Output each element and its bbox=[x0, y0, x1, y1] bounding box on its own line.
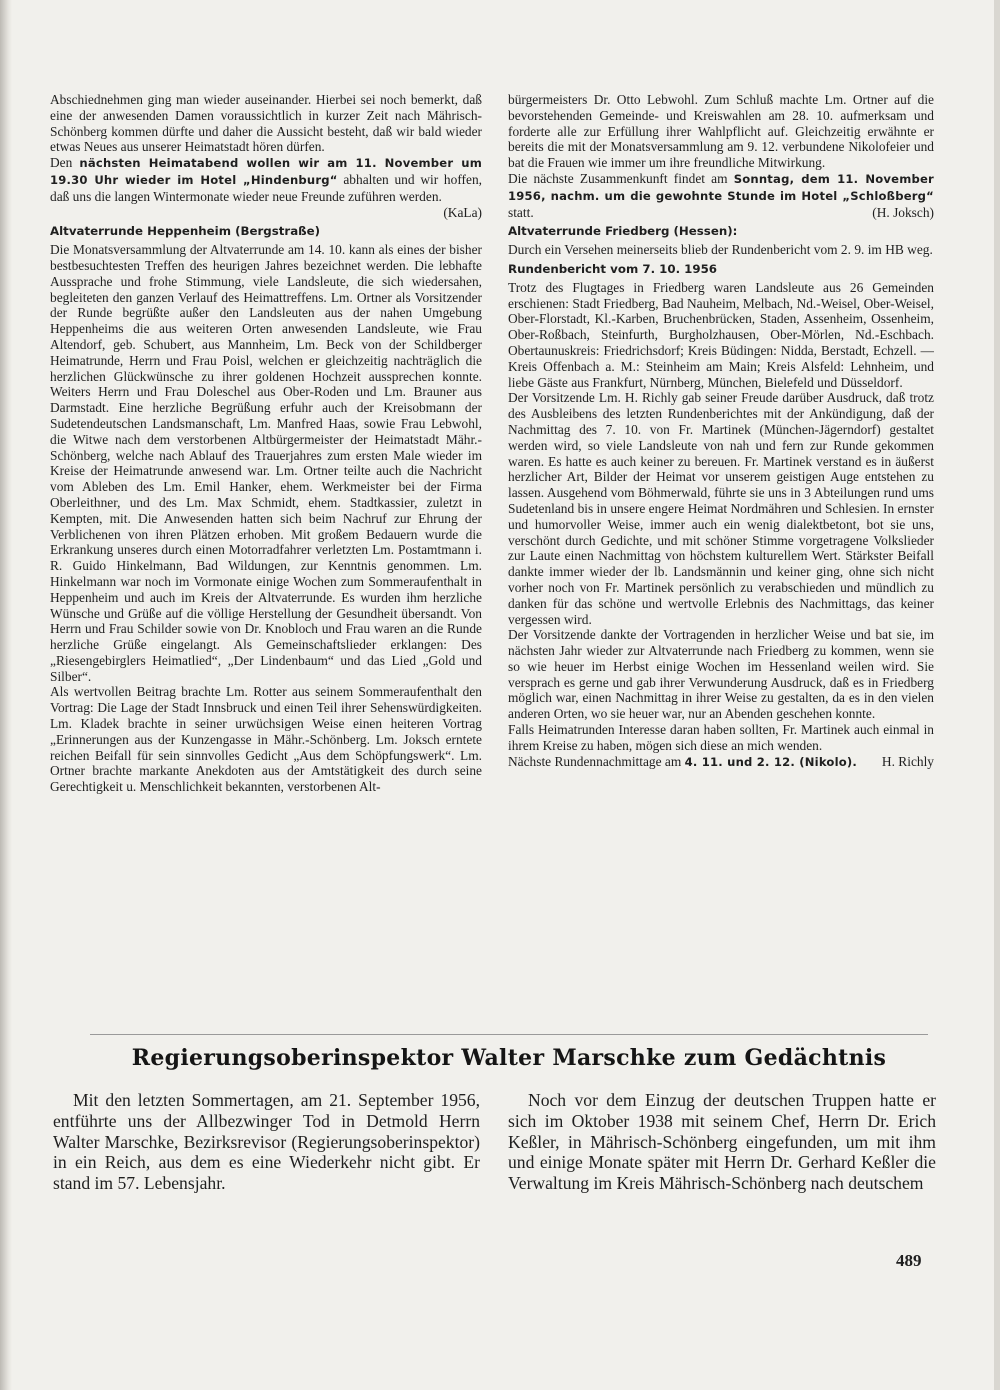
paragraph-heppenheim-lectures: Als wertvollen Beitrag brachte Lm. Rotter aus seinem Sommeraufenthalt den Vortrag: Die Lage der Stadt Innsbruck und einen Teil ihrer Sehenswürdigkeiten. Lm. Kladek brachte in seiner urwüchsigen Weise einen heiteren Vortrag „Erinnerungen aus der Kunzengasse in Mähr.-Schönberg. Lm. Joksch erntete reichen Beifall für sein sinnvolles Gedicht „Aus dem Schöpfungswerk“. Lm. Ortner brachte markante Anekdoten aus der Amtstätigkeit des durch seine Gerechtigkeit u. Menschlichkeit bekannten, verstorbenen Alt- bbox=[50, 684, 482, 795]
signature-joksch: (H. Joksch) bbox=[872, 204, 934, 220]
paragraph-friedberg-apology: Durch ein Versehen meinerseits blieb der Rundenbericht vom 2. 9. im HB weg. bbox=[508, 242, 933, 258]
section-divider bbox=[90, 1034, 928, 1035]
next-dates-lead: Nächste Rundennachmittage am bbox=[508, 753, 682, 769]
article-left-column bbox=[53, 1090, 480, 1240]
paragraph-friedberg-attendance: Trotz des Flugtages in Friedberg waren Landsleute aus 26 Gemeinden erschienen: Stadt Friedberg, Bad Nauheim, Melbach, Nd.-Weisel, Ober-Weisel, Ober-Florstadt, Kl.-Karben, Bruchenbrücken, Staden, Assenheim, Ossenheim, Ober-Roßbach, Steinfurth, Burgholzhausen, Ober-Mörlen, Nd.-Eschbach. Obertaunuskreis: Friedrichsdorf; Kreis Büdingen: Nidda, Berstadt, Echzell. — Kreis Offenbach a. M.: Steinheim am Main; Kreis Alsfeld: Lehnheim, und liebe Gäste aus Frankfurt, Nürnberg, München, Bielefeld und Düsseldorf. bbox=[508, 279, 934, 390]
article-paragraph-left: Mit den letzten Sommertagen, am 21. September 1956, entführte uns der Allbezwinger Tod in Detmold Herrn Walter Marschke, Bezirksrevisor (Regierungsoberinspektor) in ein Reich, aus dem es eine Wiederkehr nicht gibt. Er stand im 57. Lebensjahr. bbox=[53, 1090, 480, 1194]
binding-shadow bbox=[0, 0, 12, 1390]
article-paragraph-right: Noch vor dem Einzug der deutschen Truppen hatte er sich im Oktober 1938 mit seinem Chef, Herrn Dr. Erich Keßler, in Mährisch-Schönberg eingefunden, um mit ihm und einige Monate später mit Herrn Dr. Gerhard Keßler die Verwaltung im Kreis Mährisch-Schönberg nach deutschem bbox=[508, 1090, 936, 1194]
paragraph-friedberg-martinek: Der Vorsitzende Lm. H. Richly gab seiner Freude darüber Ausdruck, daß trotz des Ausbleibens des letzten Rundenberichtes mit der Ankündigung, daß der Nachmittag des 7. 10. von Fr. Martinek (München-Jägerndorf) gestaltet werden wird, so viele Landsleute von nah und fern zur Runde gekommen waren. Es hatte es auch keiner zu bereuen. Fr. Martinek verstand es in äußerst herzlicher Art, Bilder der Heimat vor unserem geistigen Auge entstehen zu lassen. Ausgehend vom Böhmerwald, führte sie uns in 3 Abteilungen rund ums Sudetenland bis in unsere engere Heimat Nordmähren und Schlesien. In ernster und humorvoller Weise, immer auch ein wenig dialektbetont, bot sie uns, verschönt durch Gedichte, und mit schöner Stimme vorgetragene Volkslieder zur Laute einen Nachmittag von höchstem kulturellem Wert. Stärkster Beifall dankte immer wieder der lb. Landsmännin und keiner ging, ohne sich nicht vorher noch von Fr. Martinek persönlich zu verabschieden und mündlich zu danken für das schöne und wertvolle Erlebnis des Nachmittags, das keiner vergessen wird. bbox=[508, 390, 934, 627]
section-heading-report-date: Rundenbericht vom 7. 10. 1956 bbox=[508, 261, 717, 276]
signature-richly: H. Richly bbox=[881, 753, 934, 769]
page-number: 489 bbox=[896, 1251, 922, 1270]
paragraph-farewell: Abschiednehmen ging man wieder auseinander. Hierbei sei noch bemerkt, daß eine der anwesenden Damen voraussichtlich in kurzer Zeit nach Mährisch-Schönberg kommen dürfte und daher die Aussicht besteht, daß wir bald wieder etwas Neues aus unserer Heimatstadt hören dürfen. bbox=[50, 92, 482, 155]
next-meeting-lead: Den bbox=[50, 155, 73, 171]
next-meeting-tail: abhalten und wir hoffen, daß uns die langen Wintermonate wieder neue Freunde zuführen werden. bbox=[50, 171, 482, 204]
next-gathering-bold: Sonntag, dem 11. November 1956, nachm. um die gewohnte Stunde im Hotel „Schloßberg“ bbox=[508, 171, 934, 203]
paragraph-heppenheim-report: Die Monatsversammlung der Altvaterrunde am 14. 10. kann als eines der bisher bestbesuchtesten Treffen des heurigen Jahres bezeichnet werden. Die lebhafte Aussprache und frohe Stimmung, viele Landsleute, die sich wiedersahen, begleiteten den ganzen Verlauf des Heimattreffens. Lm. Ortner als Vorsitzender der Runde begrüßte außer den Landsleuten aus der nahen Umgebung Heppenheims die aus weiteren Orten anwesenden Landsleute, wie Frau Altendorf, geb. Schubert, aus Mannheim, Lm. Beck von der Schildberger Heimatrunde, Herrn und Frau Poisl, welchen er gleichzeitig nachträglich die herzlichen Glückwünsche zu ihrer goldenen Hochzeit aussprechen konnte. Weiters Herrn und Frau Doleschel aus Ober-Roden und Lm. Brauner aus Darmstadt. Eine herzliche Begrüßung erfuhr auch der Kreisobmann der Sudetendeutschen Landsmanschaft, Lm. Manfred Haas, sowie Frau Lebwohl, die Witwe nach dem verstorbenen Altbürgermeister der Heimatstadt Mähr.-Schönberg, welche nach Ablauf des Trauerjahres zum ersten Male wieder im Kreise der Heimatrunde anwesend war. Lm. Ortner teilte auch die Nachricht vom Ableben des Lm. Emil Hanker, ehem. Werkmeister bei der Firma Oberleithner, und des Lm. Max Schmidt, ehem. Stadtkassier, zuletzt in Kempten, mit. Die Anwesenden hatten sich beim Nachruf zur Ehrung der Verblichenen von ihren Plätzen erhoben. Mit großem Bedauern wurde die Erkrankung unseres durch einen Motorradfahrer verletzten Lm. Postamtmann i. R. Guido Hinkelmann, Bad Wildungen, zur Kenntnis genommen. Lm. Hinkelmann war noch im Vormonate einige Wochen zum Sommeraufenthalt in Heppenheim und auch im Kreis der Altvaterrunde. Es wurden ihm herzliche Wünsche und Grüße auf die völlige Herstellung der Gesundheit übersandt. Von Herrn und Frau Schilder sowie von Dr. Knobloch und Frau waren an die Runde herzliche Grüße eingelangt. Als Gemeinschaftslieder erklangen: Des „Riesengebirglers Heimatlied“, „Der Lindenbaum“ und das Lied „Gold und Silber“. bbox=[50, 242, 482, 684]
section-heading-friedberg: Altvaterrunde Friedberg (Hessen): bbox=[508, 224, 738, 239]
next-gathering-lead: Die nächste Zusammenkunft findet am bbox=[508, 170, 728, 186]
next-gathering-tail: statt. bbox=[508, 204, 534, 220]
article-title: Regierungsoberinspektor Walter Marschke zum Gedächtnis bbox=[131, 1045, 887, 1071]
page-edge bbox=[994, 0, 1000, 1390]
paragraph-closing: bürgermeisters Dr. Otto Lebwohl. Zum Schluß machte Lm. Ortner auf die bevorstehenden Gemeinde- und Kreiswahlen am 28. 10. aufmerksam und forderte alle zur Erfüllung ihrer Wahlpflicht auf. Gleichzeitig erwähnte er bereits die mit der Monatsversammlung am 9. 12. verbundene Nikolofeier und bat die Frauen wie immer um ihre freundliche Mitwirkung. bbox=[508, 92, 934, 171]
paragraph-next-dates bbox=[508, 754, 934, 771]
paragraph-next-gathering bbox=[508, 171, 934, 220]
next-dates-bold: 4. 11. und 2. 12. (Nikolo). bbox=[684, 754, 858, 769]
paragraph-friedberg-thanks: Der Vorsitzende dankte der Vortragenden in herzlicher Weise und bat sie, im nächsten Jahr wieder zur Altvaterrunde nach Friedberg zu kommen, wenn sie so wie heuer im Herbst einige Wochen im Hessenland weilen wird. Sie versprach es gerne und gab ihrer Verwunderung Ausdruck, daß es in Friedberg möglich war, einen Nachmittag in ihrer Weise zu gestalten, da es in den vielen anderen Orten, wo sie heuer war, nur an Abenden geschehen konnte. bbox=[508, 627, 934, 722]
paragraph-next-meeting bbox=[50, 155, 482, 204]
signature-kala: (KaLa) bbox=[443, 204, 482, 220]
section-heading-heppenheim: Altvaterrunde Heppenheim (Bergstraße) bbox=[50, 224, 321, 239]
right-column bbox=[508, 92, 934, 1028]
paragraph-friedberg-invite: Falls Heimatrunden Interesse daran haben sollten, Fr. Martinek auch einmal in ihrem Kreise zu haben, mögen sich diese an mich wenden. bbox=[508, 722, 934, 753]
article-right-column bbox=[508, 1090, 936, 1240]
next-meeting-bold: nächsten Heimatabend wollen wir am 11. November um 19.30 Uhr wieder im Hotel „Hindenburg“ bbox=[50, 156, 482, 187]
left-column bbox=[50, 92, 482, 1028]
